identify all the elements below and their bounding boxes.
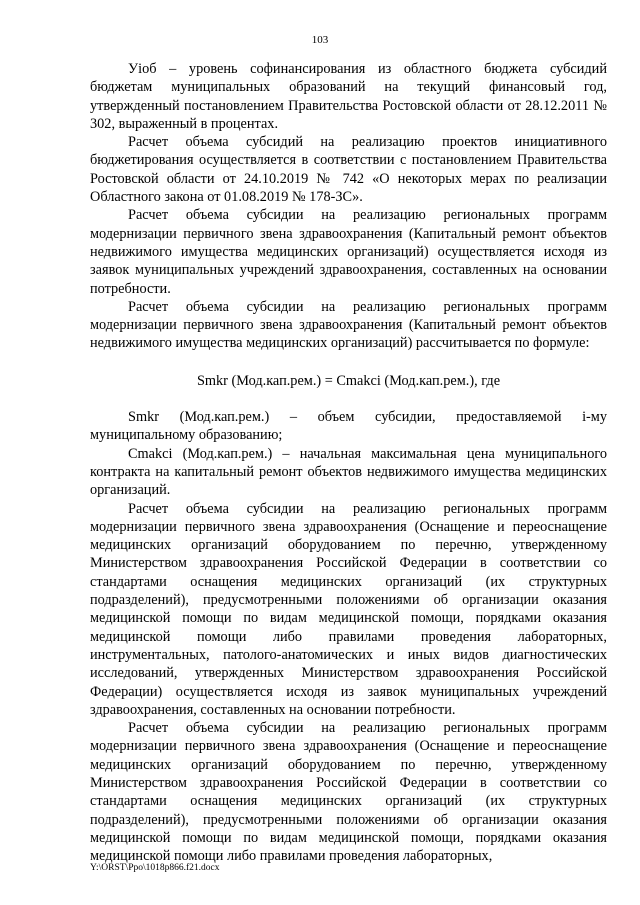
paragraph-equipment-continued: Расчет объема субсидии на реализацию региональных программ модернизации первичного звена здравоохранения (Оснащение и переоснащение медицинских организаций оборудованием по перечню, утвержденному Министерством здравоохранения Российской Федерации в соответствии со стандартами оснащения медицинских организаций (их структурных подразделений), предусмотренными положениями об организации оказания медицинской помощи по видам медицинской помощи, порядками оказания медицинской помощи либо правилами проведения лабораторных, [90,720,607,865]
document-body [90,60,607,865]
paragraph-cofinancing-level: Уioб – уровень софинансирования из областного бюджета субсидий бюджетам муниципальных образований на текущий финансовый год, утвержденный постановлением Правительства Ростовской области от 28.12.2011 № 302, выраженный в процентах. [90,61,607,132]
paragraph-initiative-budgeting: Расчет объема субсидий на реализацию проектов инициативного бюджетирования осуществляется в соответствии с постановлением Правительства Ростовской области от 24.10.2019 № 742 «О некоторых мерах по реализации Областного закона от 01.08.2019 № 178-ЗС». [90,134,607,206]
definition-smkr: Smkr (Мод.кап.рем.) – объем субсидии, предоставляемой i-му муниципальному образованию; [90,409,607,444]
footer-file-path: Y:\ORST\Ppo\1018p866.f21.docx [90,863,220,873]
paragraph-equipment-basis: Расчет объема субсидии на реализацию региональных программ модернизации первичного звена здравоохранения (Оснащение и переоснащение медицинских организаций оборудованием по перечню, утвержденному Министерством здравоохранения Российской Федерации в соответствии со стандартами оснащения медицинских организаций (их структурных подразделений), предусмотренными положениями об организации оказания медицинской помощи по видам медицинской помощи, порядками оказания медицинской помощи либо правилами проведения лабораторных, инструментальных, патолого-анатомических и иных видов диагностических исследований, утвержденных Министерством здравоохранения Российской Федерации) осуществляется исходя из заявок муниципальных учреждений здравоохранения, составленных на основании потребности. [90,500,607,718]
definition-cmakci: Cmakci (Мод.кап.рем.) – начальная максимальная цена муниципального контракта на капитальный ремонт объектов недвижимого имущества медицинских организаций. [90,445,607,499]
paragraph-capital-repair-formula-intro: Расчет объема субсидии на реализацию региональных программ модернизации первичного звена здравоохранения (Капитальный ремонт объектов недвижимого имущества медицинских организаций) рассчитывается по формуле: [90,298,607,352]
paragraph-capital-repair-basis: Расчет объема субсидии на реализацию региональных программ модернизации первичного звена здравоохранения (Капитальный ремонт объектов недвижимого имущества медицинских организаций) осуществляется исходя из заявок муниципальных учреждений здравоохранения, составленных на основании потребности. [90,207,607,297]
page-number: 103 [311,34,329,46]
formula: Smkr (Мод.кап.рем.) = Cmakci (Мод.кап.рем.), где [196,372,501,389]
